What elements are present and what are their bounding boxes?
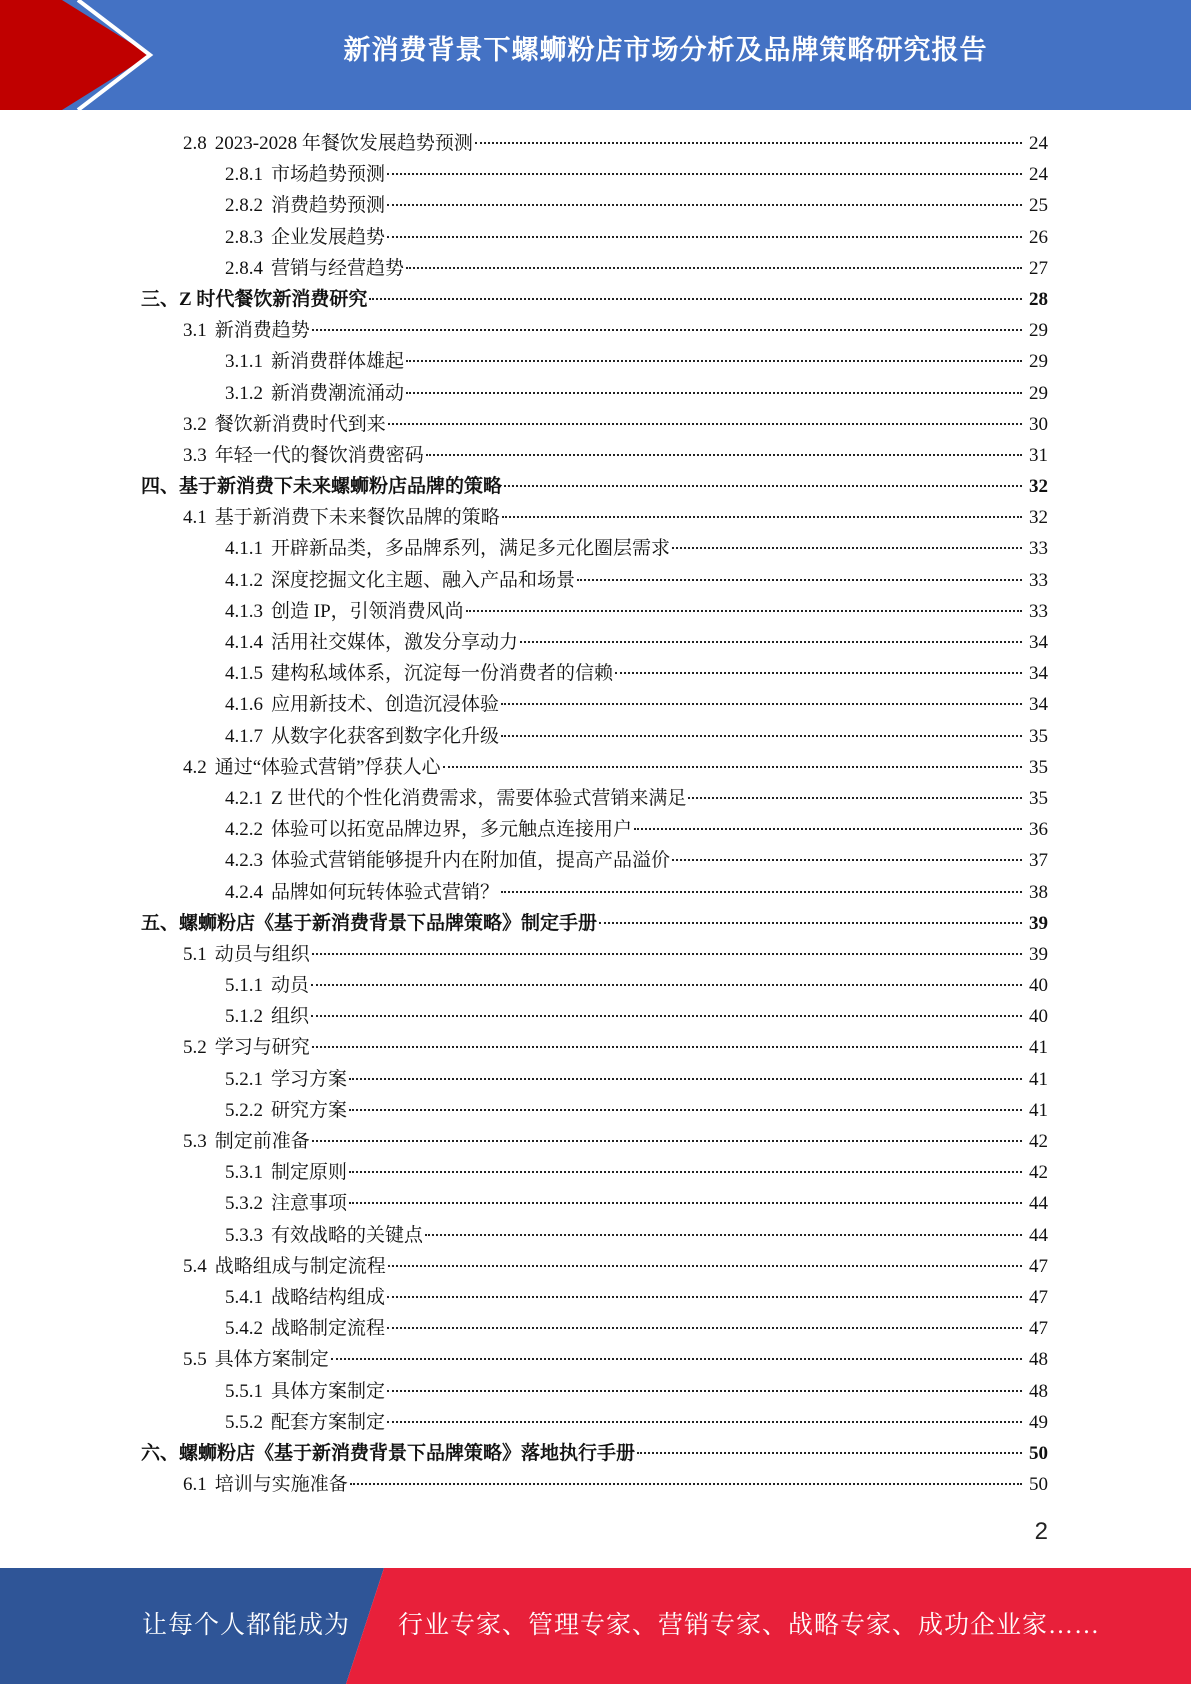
toc-entry-title: 制定前准备 bbox=[214, 1131, 310, 1152]
toc-entry-title: 创造 IP，引领消费风尚 bbox=[271, 600, 464, 622]
toc-entry-title: 新消费群体雄起 bbox=[271, 351, 405, 373]
toc-dot-leader bbox=[466, 610, 1022, 612]
toc-entry-page: 26 bbox=[1029, 226, 1048, 248]
toc-dot-leader bbox=[311, 1015, 1022, 1017]
toc-entry-number: 5.3.2 bbox=[225, 1193, 263, 1215]
toc-entry-number: 5.4.2 bbox=[225, 1318, 263, 1340]
toc-entry-title: 五、螺蛳粉店《基于新消费背景下品牌策略》制定手册 bbox=[141, 912, 598, 934]
toc-entry-title: 动员 bbox=[271, 975, 310, 997]
toc-entry-title: 市场趋势预测 bbox=[271, 164, 386, 186]
toc-entry[interactable] bbox=[141, 1438, 1048, 1469]
toc-entry-title: 制定原则 bbox=[271, 1162, 348, 1184]
toc-entry-page: 32 bbox=[1029, 507, 1048, 529]
toc-entry-number: 4.2.2 bbox=[225, 819, 263, 841]
toc-dot-leader bbox=[672, 859, 1022, 861]
toc-dot-leader bbox=[349, 1109, 1022, 1111]
toc-entry-number: 5.3.1 bbox=[225, 1162, 263, 1184]
toc-entry-page: 39 bbox=[1029, 943, 1048, 965]
toc-entry[interactable] bbox=[141, 128, 1048, 159]
toc-entry-title: 配套方案制定 bbox=[271, 1411, 386, 1433]
toc-entry[interactable] bbox=[141, 908, 1048, 939]
toc-entry-number: 4.2.4 bbox=[225, 881, 263, 903]
toc-entry-number: 4.1.6 bbox=[225, 694, 263, 716]
toc-entry-number: 3.3 bbox=[183, 444, 207, 466]
toc-entry[interactable] bbox=[141, 1407, 1048, 1438]
toc-entry[interactable] bbox=[141, 1032, 1048, 1063]
toc-entry-number: 5.5 bbox=[183, 1349, 207, 1371]
toc-dot-leader bbox=[634, 828, 1022, 830]
toc-dot-leader bbox=[387, 1421, 1022, 1423]
toc-dot-leader bbox=[387, 173, 1022, 175]
toc-dot-leader bbox=[387, 204, 1022, 206]
toc-entry-title: Z 世代的个性化消费需求，需要体验式营销来满足 bbox=[271, 787, 687, 809]
toc-entry-page: 42 bbox=[1029, 1162, 1048, 1184]
toc-entry-page: 39 bbox=[1029, 912, 1048, 934]
table-of-contents bbox=[141, 128, 1048, 1500]
toc-dot-leader bbox=[504, 485, 1022, 487]
toc-entry[interactable] bbox=[141, 315, 1048, 346]
toc-entry-title: 品牌如何玩转体验式营销？ bbox=[271, 881, 500, 903]
toc-entry-number: 3.1.2 bbox=[225, 382, 263, 404]
toc-entry-title: 餐饮新消费时代到来 bbox=[214, 413, 386, 435]
footer-slogan-left: 让每个人都能成为 bbox=[142, 1612, 351, 1639]
toc-entry-number: 3.2 bbox=[183, 413, 207, 435]
toc-dot-leader bbox=[312, 1046, 1022, 1048]
toc-entry-number: 4.1.5 bbox=[225, 663, 263, 685]
toc-entry-number: 2.8 bbox=[183, 133, 207, 154]
toc-entry[interactable] bbox=[141, 596, 1048, 627]
toc-entry-number: 5.5.1 bbox=[225, 1380, 263, 1402]
toc-entry[interactable] bbox=[141, 1344, 1048, 1375]
toc-entry-title: 活用社交媒体，激发分享动力 bbox=[271, 632, 519, 653]
toc-entry[interactable] bbox=[141, 1157, 1048, 1188]
toc-entry-number: 4.1.2 bbox=[225, 569, 263, 591]
toc-dot-leader bbox=[388, 1265, 1022, 1267]
toc-entry-title: 应用新技术、创造沉浸体验 bbox=[271, 694, 500, 716]
toc-dot-leader bbox=[672, 547, 1022, 549]
toc-entry-title: 体验可以拓宽品牌边界，多元触点连接用户 bbox=[271, 819, 633, 841]
toc-entry-page: 40 bbox=[1029, 975, 1048, 997]
toc-entry-number: 5.3.3 bbox=[225, 1224, 263, 1246]
toc-entry-page: 29 bbox=[1029, 382, 1048, 404]
toc-entry-page: 47 bbox=[1029, 1255, 1048, 1277]
toc-dot-leader bbox=[615, 672, 1022, 674]
page-footer bbox=[0, 1568, 1191, 1684]
toc-entry-title: 建构私域体系，沉淀每一份消费者的信赖 bbox=[271, 663, 614, 685]
toc-entry-number: 4.1.7 bbox=[225, 725, 263, 747]
toc-dot-leader bbox=[312, 1140, 1022, 1142]
toc-dot-leader bbox=[350, 1483, 1022, 1485]
toc-entry-number: 3.1 bbox=[183, 320, 207, 342]
toc-dot-leader bbox=[426, 454, 1022, 456]
toc-dot-leader bbox=[349, 1202, 1022, 1204]
toc-entry[interactable] bbox=[141, 627, 1048, 658]
toc-entry-page: 38 bbox=[1029, 881, 1048, 903]
toc-entry-title: 体验式营销能够提升内在附加值，提高产品溢价 bbox=[271, 850, 671, 872]
toc-entry[interactable] bbox=[141, 253, 1048, 284]
toc-dot-leader bbox=[312, 329, 1022, 331]
toc-dot-leader bbox=[577, 579, 1022, 581]
toc-entry-page: 49 bbox=[1029, 1411, 1048, 1433]
toc-entry-title: 学习与研究 bbox=[214, 1037, 310, 1059]
toc-entry-number: 4.1.3 bbox=[225, 600, 263, 622]
toc-entry[interactable] bbox=[141, 440, 1048, 471]
toc-entry-page: 37 bbox=[1029, 850, 1048, 872]
toc-entry-title: 战略组成与制定流程 bbox=[214, 1255, 386, 1277]
toc-entry[interactable] bbox=[141, 1376, 1048, 1407]
toc-entry-page: 33 bbox=[1029, 569, 1048, 591]
page-header bbox=[0, 0, 1191, 110]
toc-entry-page: 44 bbox=[1029, 1193, 1048, 1215]
toc-dot-leader bbox=[599, 922, 1022, 924]
toc-entry-page: 40 bbox=[1029, 1006, 1048, 1028]
toc-dot-leader bbox=[388, 423, 1022, 425]
toc-entry-title: 注意事项 bbox=[271, 1193, 348, 1215]
toc-dot-leader bbox=[501, 703, 1022, 705]
toc-entry-title: 动员与组织 bbox=[214, 943, 310, 965]
toc-entry[interactable] bbox=[141, 565, 1048, 596]
toc-entry[interactable] bbox=[141, 814, 1048, 845]
toc-entry-page: 41 bbox=[1029, 1099, 1048, 1121]
toc-dot-leader bbox=[501, 891, 1022, 893]
toc-entry-page: 41 bbox=[1029, 1068, 1048, 1090]
toc-entry-title: 战略制定流程 bbox=[271, 1318, 386, 1340]
toc-entry-page: 32 bbox=[1029, 476, 1048, 498]
toc-entry-number: 5.4 bbox=[183, 1255, 207, 1277]
toc-entry-title: 四、基于新消费下未来螺蛳粉店品牌的策略 bbox=[141, 476, 503, 498]
document-title: 新消费背景下螺蛳粉店市场分析及品牌策略研究报告 bbox=[343, 35, 988, 65]
toc-entry-title: 具体方案制定 bbox=[271, 1380, 386, 1402]
toc-entry-page: 36 bbox=[1029, 819, 1048, 841]
toc-entry-page: 24 bbox=[1029, 164, 1048, 186]
toc-entry-page: 33 bbox=[1029, 600, 1048, 622]
toc-dot-leader bbox=[387, 1327, 1022, 1329]
toc-entry-page: 27 bbox=[1029, 257, 1048, 279]
toc-entry-page: 48 bbox=[1029, 1380, 1048, 1402]
toc-entry[interactable] bbox=[141, 378, 1048, 409]
toc-entry-title: 培训与实施准备 bbox=[214, 1474, 348, 1496]
toc-entry-page: 35 bbox=[1029, 756, 1048, 778]
toc-entry-page: 48 bbox=[1029, 1349, 1048, 1371]
toc-entry[interactable] bbox=[141, 1313, 1048, 1344]
toc-entry-page: 44 bbox=[1029, 1224, 1048, 1246]
toc-entry-page: 33 bbox=[1029, 538, 1048, 560]
toc-entry-title: 战略结构组成 bbox=[271, 1286, 386, 1308]
toc-entry-number: 6.1 bbox=[183, 1474, 207, 1496]
toc-entry-title: 营销与经营趋势 bbox=[271, 257, 405, 279]
toc-dot-leader bbox=[387, 1390, 1022, 1392]
toc-entry-number: 2.8.1 bbox=[225, 164, 263, 186]
toc-entry[interactable] bbox=[141, 409, 1048, 440]
toc-entry-page: 50 bbox=[1029, 1442, 1048, 1464]
toc-entry-page: 50 bbox=[1029, 1474, 1048, 1496]
toc-dot-leader bbox=[406, 267, 1022, 269]
toc-entry[interactable] bbox=[141, 284, 1048, 315]
toc-entry[interactable] bbox=[141, 502, 1048, 533]
toc-entry-page: 25 bbox=[1029, 195, 1048, 217]
toc-entry-title: 消费趋势预测 bbox=[271, 195, 386, 217]
toc-entry[interactable] bbox=[141, 970, 1048, 1001]
toc-entry-title: 三、Z 时代餐饮新消费研究 bbox=[141, 288, 368, 310]
toc-entry-number: 2.8.4 bbox=[225, 257, 263, 279]
toc-entry-title: 新消费趋势 bbox=[214, 320, 310, 342]
toc-entry-title: 企业发展趋势 bbox=[271, 226, 386, 248]
toc-entry[interactable] bbox=[141, 939, 1048, 970]
toc-entry[interactable] bbox=[141, 1282, 1048, 1313]
toc-entry[interactable] bbox=[141, 1126, 1048, 1157]
toc-entry-title: 学习方案 bbox=[271, 1068, 348, 1090]
toc-entry-title: 深度挖掘文化主题、融入产品和场景 bbox=[271, 569, 576, 591]
toc-entry-page: 47 bbox=[1029, 1318, 1048, 1340]
toc-entry[interactable] bbox=[141, 658, 1048, 689]
page-number: 2 bbox=[1034, 1518, 1048, 1545]
toc-entry-page: 41 bbox=[1029, 1037, 1048, 1059]
toc-entry-title: 具体方案制定 bbox=[214, 1349, 329, 1371]
toc-entry-number: 5.1.1 bbox=[225, 975, 263, 997]
toc-dot-leader bbox=[311, 984, 1022, 986]
toc-entry[interactable] bbox=[141, 1188, 1048, 1219]
toc-entry-title: 从数字化获客到数字化升级 bbox=[271, 725, 500, 747]
toc-entry[interactable] bbox=[141, 845, 1048, 876]
toc-dot-leader bbox=[637, 1452, 1022, 1454]
toc-entry-page: 34 bbox=[1029, 694, 1048, 716]
toc-entry[interactable] bbox=[141, 877, 1048, 908]
toc-entry-page: 35 bbox=[1029, 725, 1048, 747]
toc-dot-leader bbox=[406, 392, 1022, 394]
toc-dot-leader bbox=[502, 516, 1022, 518]
toc-entry[interactable] bbox=[141, 752, 1048, 783]
toc-entry-number: 4.2.1 bbox=[225, 787, 263, 809]
toc-entry-title: 新消费潮流涌动 bbox=[271, 382, 405, 404]
toc-dot-leader bbox=[406, 360, 1022, 362]
footer-slogan-right: 行业专家、管理专家、营销专家、战略专家、成功企业家…… bbox=[398, 1612, 1101, 1639]
toc-entry-page: 29 bbox=[1029, 351, 1048, 373]
toc-entry-number: 5.5.2 bbox=[225, 1411, 263, 1433]
toc-entry-page: 28 bbox=[1029, 288, 1048, 310]
toc-entry-number: 2.8.3 bbox=[225, 226, 263, 248]
toc-entry[interactable] bbox=[141, 471, 1048, 502]
toc-entry-page: 29 bbox=[1029, 320, 1048, 342]
toc-entry[interactable] bbox=[141, 1064, 1048, 1095]
toc-entry-title: 年轻一代的餐饮消费密码 bbox=[214, 444, 424, 466]
toc-entry-number: 5.2 bbox=[183, 1037, 207, 1059]
toc-entry[interactable] bbox=[141, 222, 1048, 253]
toc-dot-leader bbox=[312, 953, 1022, 955]
toc-entry-number: 4.2 bbox=[183, 756, 207, 778]
toc-entry[interactable] bbox=[141, 1251, 1048, 1282]
toc-entry[interactable] bbox=[141, 190, 1048, 221]
toc-dot-leader bbox=[443, 766, 1022, 768]
toc-entry-number: 4.1.1 bbox=[225, 538, 263, 560]
toc-dot-leader bbox=[520, 641, 1022, 643]
toc-entry-page: 30 bbox=[1029, 413, 1048, 435]
toc-entry[interactable] bbox=[141, 1001, 1048, 1032]
toc-dot-leader bbox=[475, 142, 1022, 144]
toc-entry-number: 2.8.2 bbox=[225, 195, 263, 217]
toc-entry-title: 通过“体验式营销”俘获人心 bbox=[214, 756, 441, 778]
toc-entry-number: 5.1 bbox=[183, 943, 207, 965]
toc-entry-number: 5.2.1 bbox=[225, 1068, 263, 1090]
toc-dot-leader bbox=[425, 1234, 1022, 1236]
toc-dot-leader bbox=[349, 1171, 1022, 1173]
toc-entry-title: 基于新消费下未来餐饮品牌的策略 bbox=[214, 507, 500, 529]
toc-entry-number: 4.1 bbox=[183, 507, 207, 529]
toc-entry[interactable] bbox=[141, 159, 1048, 190]
toc-dot-leader bbox=[387, 236, 1022, 238]
toc-entry-number: 5.3 bbox=[183, 1131, 207, 1152]
toc-entry-page: 34 bbox=[1029, 632, 1048, 653]
toc-entry[interactable] bbox=[141, 783, 1048, 814]
toc-entry-title: 开辟新品类，多品牌系列，满足多元化圈层需求 bbox=[271, 538, 671, 560]
toc-entry-title: 2023-2028 年餐饮发展趋势预测 bbox=[214, 133, 473, 154]
toc-entry-page: 31 bbox=[1029, 444, 1048, 466]
toc-dot-leader bbox=[688, 797, 1022, 799]
toc-dot-leader bbox=[331, 1358, 1022, 1360]
toc-entry-number: 5.4.1 bbox=[225, 1286, 263, 1308]
toc-entry-title: 研究方案 bbox=[271, 1099, 348, 1121]
toc-entry[interactable] bbox=[141, 346, 1048, 377]
toc-dot-leader bbox=[387, 1296, 1022, 1298]
toc-entry-page: 34 bbox=[1029, 663, 1048, 685]
toc-dot-leader bbox=[349, 1078, 1022, 1080]
toc-entry[interactable] bbox=[141, 1095, 1048, 1126]
toc-entry-title: 六、螺蛳粉店《基于新消费背景下品牌策略》落地执行手册 bbox=[141, 1442, 636, 1464]
toc-entry-title: 有效战略的关键点 bbox=[271, 1224, 424, 1246]
toc-entry-number: 4.1.4 bbox=[225, 632, 263, 653]
toc-entry-page: 42 bbox=[1029, 1131, 1048, 1152]
toc-dot-leader bbox=[501, 735, 1022, 737]
toc-entry-number: 4.2.3 bbox=[225, 850, 263, 872]
toc-entry-number: 5.2.2 bbox=[225, 1099, 263, 1121]
toc-dot-leader bbox=[369, 298, 1022, 300]
toc-entry[interactable] bbox=[141, 1220, 1048, 1251]
toc-entry[interactable] bbox=[141, 533, 1048, 564]
toc-entry[interactable] bbox=[141, 721, 1048, 752]
toc-entry[interactable] bbox=[141, 689, 1048, 720]
toc-entry-title: 组织 bbox=[271, 1006, 310, 1028]
toc-entry-number: 5.1.2 bbox=[225, 1006, 263, 1028]
toc-entry-number: 3.1.1 bbox=[225, 351, 263, 373]
toc-entry-page: 35 bbox=[1029, 787, 1048, 809]
toc-entry[interactable] bbox=[141, 1469, 1048, 1500]
toc-entry-page: 47 bbox=[1029, 1286, 1048, 1308]
toc-entry-page: 24 bbox=[1029, 133, 1048, 154]
